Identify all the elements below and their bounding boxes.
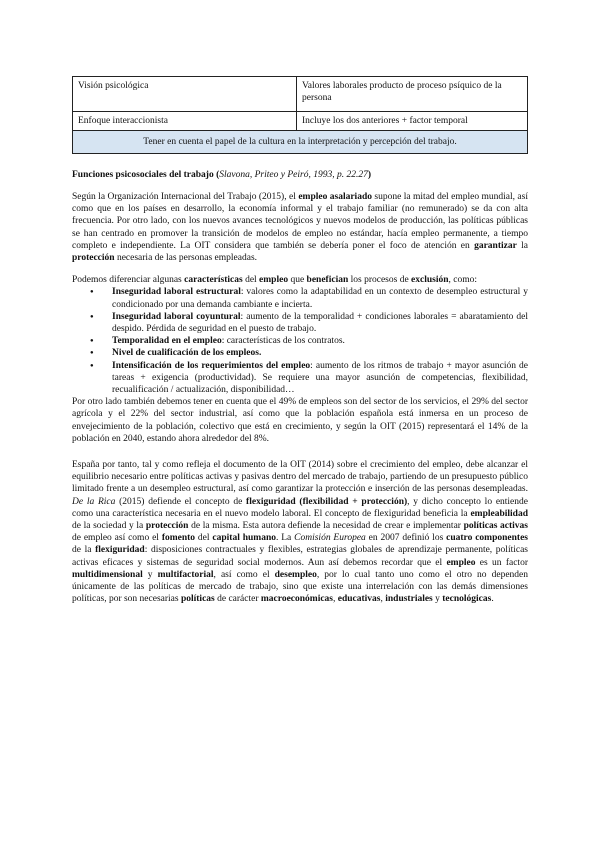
text: , así como el bbox=[213, 569, 275, 580]
heading-paren: ) bbox=[367, 170, 371, 180]
text: necesaria de las personas empleadas. bbox=[114, 253, 258, 264]
bold-term: industriales bbox=[385, 594, 433, 605]
text: , como: bbox=[448, 275, 478, 286]
text: es un factor bbox=[475, 557, 528, 568]
text: de carácter bbox=[214, 594, 261, 605]
table-cell: Visión psicológica bbox=[73, 77, 297, 112]
bold-term: tecnológicas bbox=[442, 594, 492, 605]
text: : aumento de la temporalidad + condiciones laborales = abaratamiento del despido. Pérdida de seguridad en el puesto de trabajo. bbox=[112, 311, 528, 335]
text: , bbox=[333, 594, 338, 605]
list-item bbox=[112, 286, 528, 310]
table-row bbox=[73, 112, 528, 131]
bold-term: Inseguridad laboral estructural bbox=[112, 287, 241, 298]
heading-title: Funciones psicosociales del trabajo bbox=[72, 170, 214, 180]
bold-term: empleo asalariado bbox=[298, 192, 372, 202]
text: : aumento de los ritmos de trabajo + mayor asunción de tareas + exigencia (productividad). Se requiere una mayor asunción de competencias, flexibilidad, recualificación / actualización, disponibilidad… bbox=[112, 360, 528, 396]
text: . bbox=[491, 594, 494, 605]
text: Según la Organización Internacional del Trabajo (2015), el bbox=[72, 192, 299, 202]
text: (2015) defiende el concepto de bbox=[115, 496, 247, 507]
list-item bbox=[112, 360, 528, 397]
text: en 2007 definió los bbox=[365, 533, 447, 544]
summary-table bbox=[72, 76, 528, 154]
bold-term: flexiguridad (flexibilidad + protección) bbox=[246, 496, 408, 507]
bold-term: políticas bbox=[180, 594, 215, 605]
text: , bbox=[380, 594, 386, 605]
bold-term: Inseguridad laboral coyuntural bbox=[112, 311, 241, 322]
bold-term: características bbox=[184, 275, 243, 286]
text: del bbox=[242, 275, 260, 286]
bold-term: flexiguridad bbox=[95, 545, 145, 556]
bold-term: desempleo bbox=[274, 569, 317, 580]
text: de la sociedad y la bbox=[72, 521, 146, 532]
text: España por tanto, tal y como refleja el documento de la OIT (2014) sobre el crecimiento del empleo, debe alcanzar el equilibrio necesario entre políticas activas y pasivas dentro del mercado de trabajo, partiendo de un presupuesto público limitado frente a un desempleo estructural, así como garantizar la protección e inserción de las personas desempleadas. bbox=[72, 460, 528, 495]
bold-term: multifactorial bbox=[157, 569, 214, 580]
text: : disposiciones contractuales y flexibles, estrategias globales de aprendizaje permanente, políticas activas eficaces y sistemas de seguridad social modernos. Aun así debemos recordar que el bbox=[72, 545, 528, 568]
bold-term: empleo bbox=[446, 557, 476, 568]
italic-term: Comisión Europea bbox=[294, 533, 366, 544]
table-cell: Enfoque interaccionista bbox=[73, 112, 297, 131]
text: . La bbox=[276, 533, 295, 544]
bold-term: macroeconómicas bbox=[260, 594, 333, 605]
heading-paren: ( bbox=[213, 170, 220, 180]
text: : valores como la adaptabilidad en un contexto de desempleo estructural y condicionado por una demanda cambiante e incierta. bbox=[112, 287, 528, 310]
bold-term: cuatro componentes bbox=[446, 533, 528, 544]
list-item bbox=[112, 335, 528, 347]
text: del bbox=[195, 533, 213, 544]
text: la bbox=[516, 240, 529, 251]
bold-term: Temporalidad en el empleo bbox=[112, 336, 222, 347]
list-item bbox=[112, 311, 528, 335]
bold-term: benefician bbox=[306, 275, 349, 286]
paragraph-characteristics bbox=[72, 274, 528, 286]
text: que bbox=[288, 275, 307, 286]
text: , y dicho concepto lo entiende como una característica necesaria en el nuevo modelo laboral. El concepto de flexiguridad beneficia la bbox=[72, 496, 528, 519]
text: de la misma. Esta autora defiende la necesidad de crear e implementar bbox=[188, 521, 464, 532]
table-row bbox=[73, 77, 528, 112]
bold-term: educativas bbox=[337, 594, 381, 605]
italic-term: De la Rica bbox=[72, 496, 116, 507]
paragraph-spain bbox=[72, 459, 528, 605]
bold-term: protección bbox=[72, 253, 115, 264]
text: , por lo cual tanto uno como el otro no dependen únicamente de las políticas de mercado de trabajo, sino que existe una interrelación con las demás dimensiones políticas, por son necesarias bbox=[72, 569, 529, 605]
table-cell: Incluye los dos anteriores + factor temporal bbox=[297, 112, 528, 131]
paragraph-oit bbox=[72, 191, 528, 264]
text: los procesos de bbox=[348, 275, 412, 286]
table-cell: Valores laborales producto de proceso psíquico de la persona bbox=[297, 77, 528, 112]
text: y bbox=[142, 569, 158, 580]
bold-term: empleo bbox=[259, 275, 289, 286]
bold-term: fomento bbox=[161, 533, 196, 544]
text: supone la mitad del empleo mundial, así como que en los países en desarrollo, la economía informal y el trabajo familiar (no remunerado) se da con alta frecuencia. Por otro lado, con los nuevos avances tecnológicos y nuevos modelos de producción, las políticas públicas se han centrado en promover la transición de modelos de empleo no estándar, hacía empleo permanente, a tiempo completo e independiente. La OIT considera que también se debería poner el foco de atención en bbox=[72, 192, 528, 251]
bold-term: empleabilidad bbox=[470, 508, 528, 519]
bold-term: Nivel de cualificación de los empleos. bbox=[112, 348, 262, 359]
heading-source: Slavona, Priteo y Peiró, 1993, p. 22.27 bbox=[219, 170, 368, 180]
section-heading bbox=[72, 169, 528, 181]
document-page bbox=[72, 76, 528, 606]
characteristics-list bbox=[72, 286, 528, 396]
text: Podemos diferenciar algunas bbox=[72, 275, 185, 286]
paragraph-sectors: Por otro lado también debemos tener en cuenta que el 49% de empleos son del sector de los servicios, el 29% del sector agrícola y el 22% del sector industrial, así como que la población española está inmersa en un proceso de envejecimiento de la población, colectivo que está en crecimiento, y según la OIT (2015) representará el 14% de la población en 2040, estando ahora alrededor del 8%. bbox=[72, 397, 528, 444]
text: de empleo así como el bbox=[72, 533, 162, 544]
bold-term: multidimensional bbox=[72, 569, 143, 580]
table-note-cell: Tener en cuenta el papel de la cultura en la interpretación y percepción del trabajo. bbox=[73, 131, 528, 154]
bold-term: exclusión bbox=[411, 275, 449, 286]
table-row bbox=[73, 131, 528, 154]
text: de la bbox=[72, 545, 96, 556]
bold-term: capital humano bbox=[212, 533, 276, 544]
text: : características de los contratos. bbox=[221, 336, 345, 347]
text: y bbox=[432, 594, 443, 605]
bold-term: Intensificación de los requerimientos del empleo bbox=[112, 360, 311, 371]
list-item bbox=[112, 347, 528, 359]
bold-term: políticas activas bbox=[463, 521, 528, 532]
bold-term: protección bbox=[145, 521, 189, 532]
bold-term: garantizar bbox=[474, 240, 517, 251]
